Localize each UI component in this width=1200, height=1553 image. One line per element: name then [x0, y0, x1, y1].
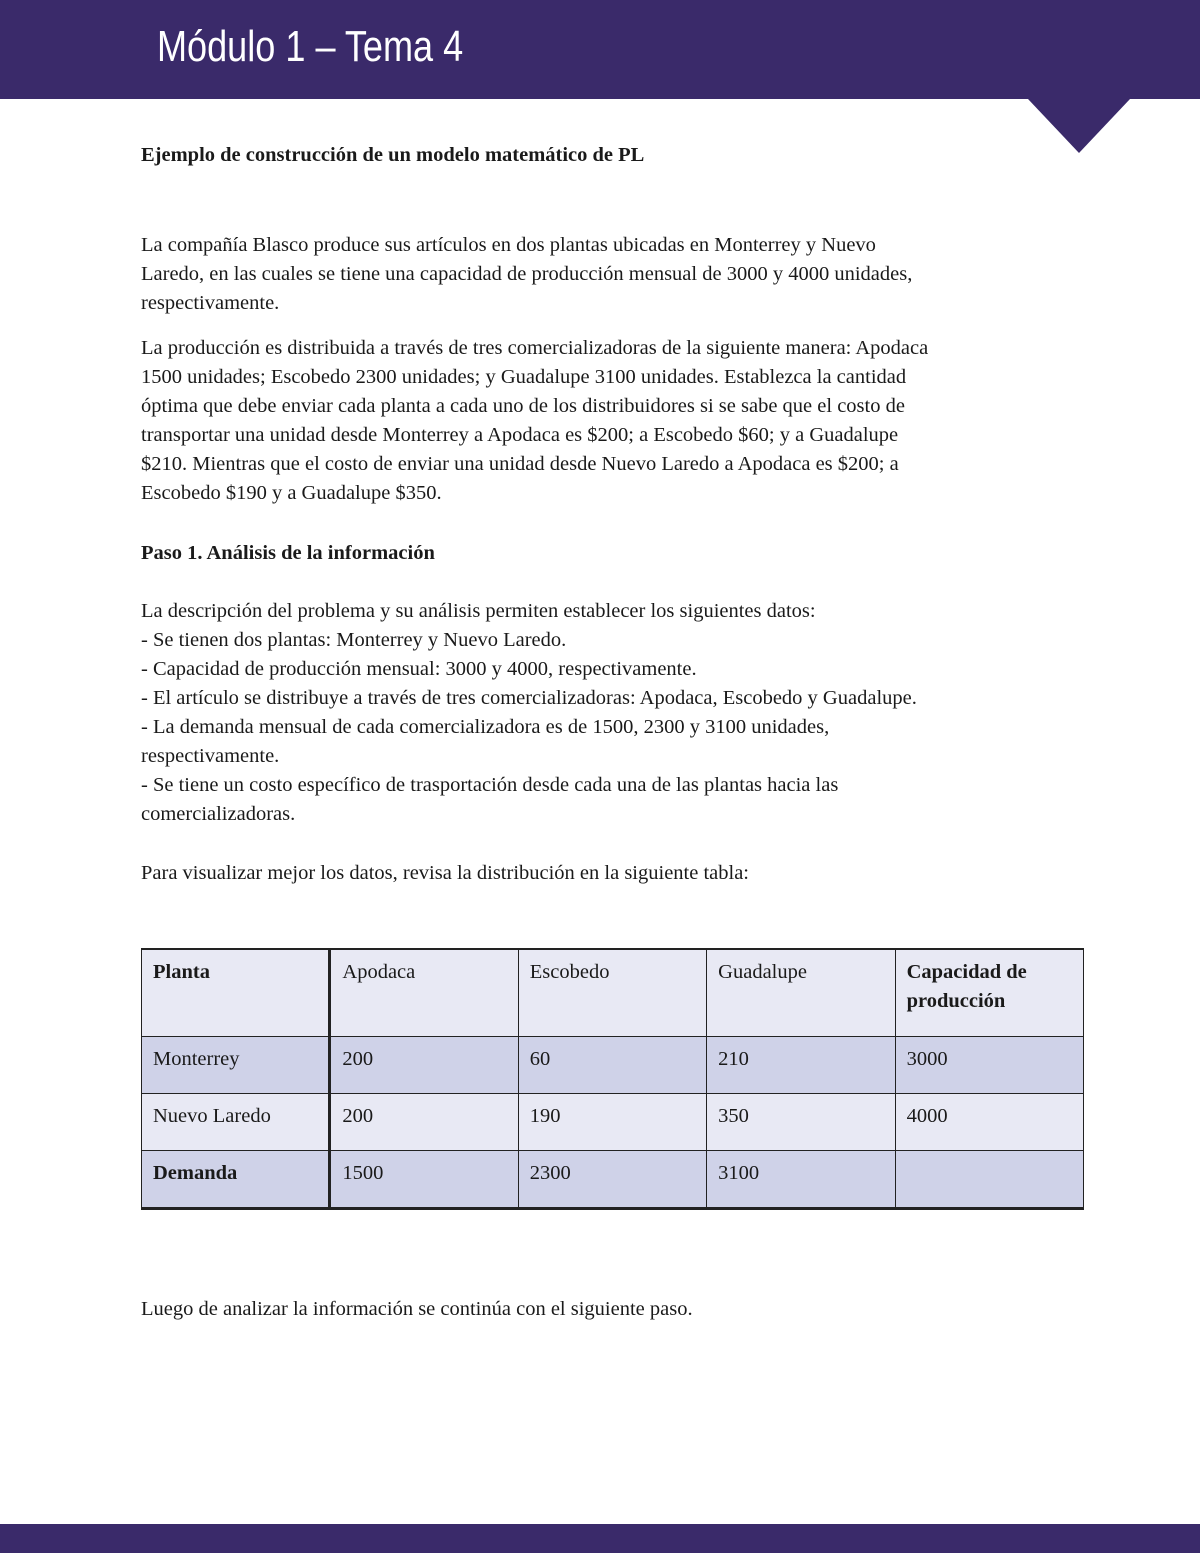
paragraph-line: respectivamente.	[141, 292, 280, 314]
table-row	[142, 1094, 1084, 1151]
paragraph-line: transportar una unidad desde Monterrey a Apodaca es $200; a Escobedo $60; y a Guadalupe	[141, 424, 899, 446]
table-cell	[895, 1151, 1083, 1209]
table-cell: 60	[518, 1037, 706, 1094]
paragraph-line: $210. Mientras que el costo de enviar una unidad desde Nuevo Laredo a Apodaca es $200; a	[141, 453, 899, 475]
table-intro: Para visualizar mejor los datos, revisa la distribución en la siguiente tabla:	[141, 862, 749, 884]
table-header-row	[142, 949, 1084, 1037]
list-item: - Capacidad de producción mensual: 3000 y 4000, respectivamente.	[141, 658, 697, 680]
table-cell: Monterrey	[142, 1037, 330, 1094]
table-row	[142, 1151, 1084, 1209]
table-cell: 3000	[895, 1037, 1083, 1094]
paragraph-line: Escobedo $190 y a Guadalupe $350.	[141, 482, 442, 504]
footer-band	[0, 1524, 1200, 1553]
distribution-table	[141, 948, 1084, 1210]
table-cell: 2300	[518, 1151, 706, 1209]
table-header-cell: Escobedo	[518, 949, 706, 1037]
list-item: - El artículo se distribuye a través de tres comercializadoras: Apodaca, Escobedo y Guadalupe.	[141, 687, 917, 709]
document-heading: Ejemplo de construcción de un modelo matemático de PL	[141, 144, 645, 166]
table-header-cell: Planta	[142, 949, 330, 1037]
list-item-continuation: comercializadoras.	[141, 803, 296, 825]
list-item: - Se tiene un costo específico de trasportación desde cada una de las plantas hacia las	[141, 774, 839, 796]
paragraph-line: La producción es distribuida a través de tres comercializadoras de la siguiente manera: Apodaca	[141, 337, 929, 359]
table-cell: 200	[330, 1094, 518, 1151]
table-cell: 190	[518, 1094, 706, 1151]
table-cell: Demanda	[142, 1151, 330, 1209]
step1-heading: Paso 1. Análisis de la información	[141, 542, 435, 564]
paragraph-line: óptima que debe enviar cada planta a cada uno de los distribuidores si se sabe que el costo de	[141, 395, 905, 417]
paragraph-line: La descripción del problema y su análisis permiten establecer los siguientes datos:	[141, 600, 816, 622]
table-cell: 3100	[707, 1151, 895, 1209]
paragraph-line: 1500 unidades; Escobedo 2300 unidades; y Guadalupe 3100 unidades. Establezca la cantidad	[141, 366, 907, 388]
list-item-continuation: respectivamente.	[141, 745, 280, 767]
table-cell: 1500	[330, 1151, 518, 1209]
list-item: - Se tienen dos plantas: Monterrey y Nuevo Laredo.	[141, 629, 567, 651]
paragraph-line: Laredo, en las cuales se tiene una capacidad de producción mensual de 3000 y 4000 unidades,	[141, 263, 913, 285]
list-item: - La demanda mensual de cada comercializadora es de 1500, 2300 y 3100 unidades,	[141, 716, 830, 738]
table-header-cell: Apodaca	[330, 949, 518, 1037]
table-cell: 200	[330, 1037, 518, 1094]
paragraph-line: La compañía Blasco produce sus artículos en dos plantas ubicadas en Monterrey y Nuevo	[141, 234, 876, 256]
header-notch-decoration	[1028, 99, 1130, 153]
table-row	[142, 1037, 1084, 1094]
table-cell: Nuevo Laredo	[142, 1094, 330, 1151]
table-header-cell: Guadalupe	[707, 949, 895, 1037]
table-cell: 350	[707, 1094, 895, 1151]
header-band	[0, 0, 1200, 99]
closing-paragraph: Luego de analizar la información se continúa con el siguiente paso.	[141, 1298, 693, 1320]
page-title: Módulo 1 – Tema 4	[157, 22, 464, 71]
table-cell: 4000	[895, 1094, 1083, 1151]
table-header-cell: Capacidad de producción	[895, 949, 1083, 1037]
table-cell: 210	[707, 1037, 895, 1094]
